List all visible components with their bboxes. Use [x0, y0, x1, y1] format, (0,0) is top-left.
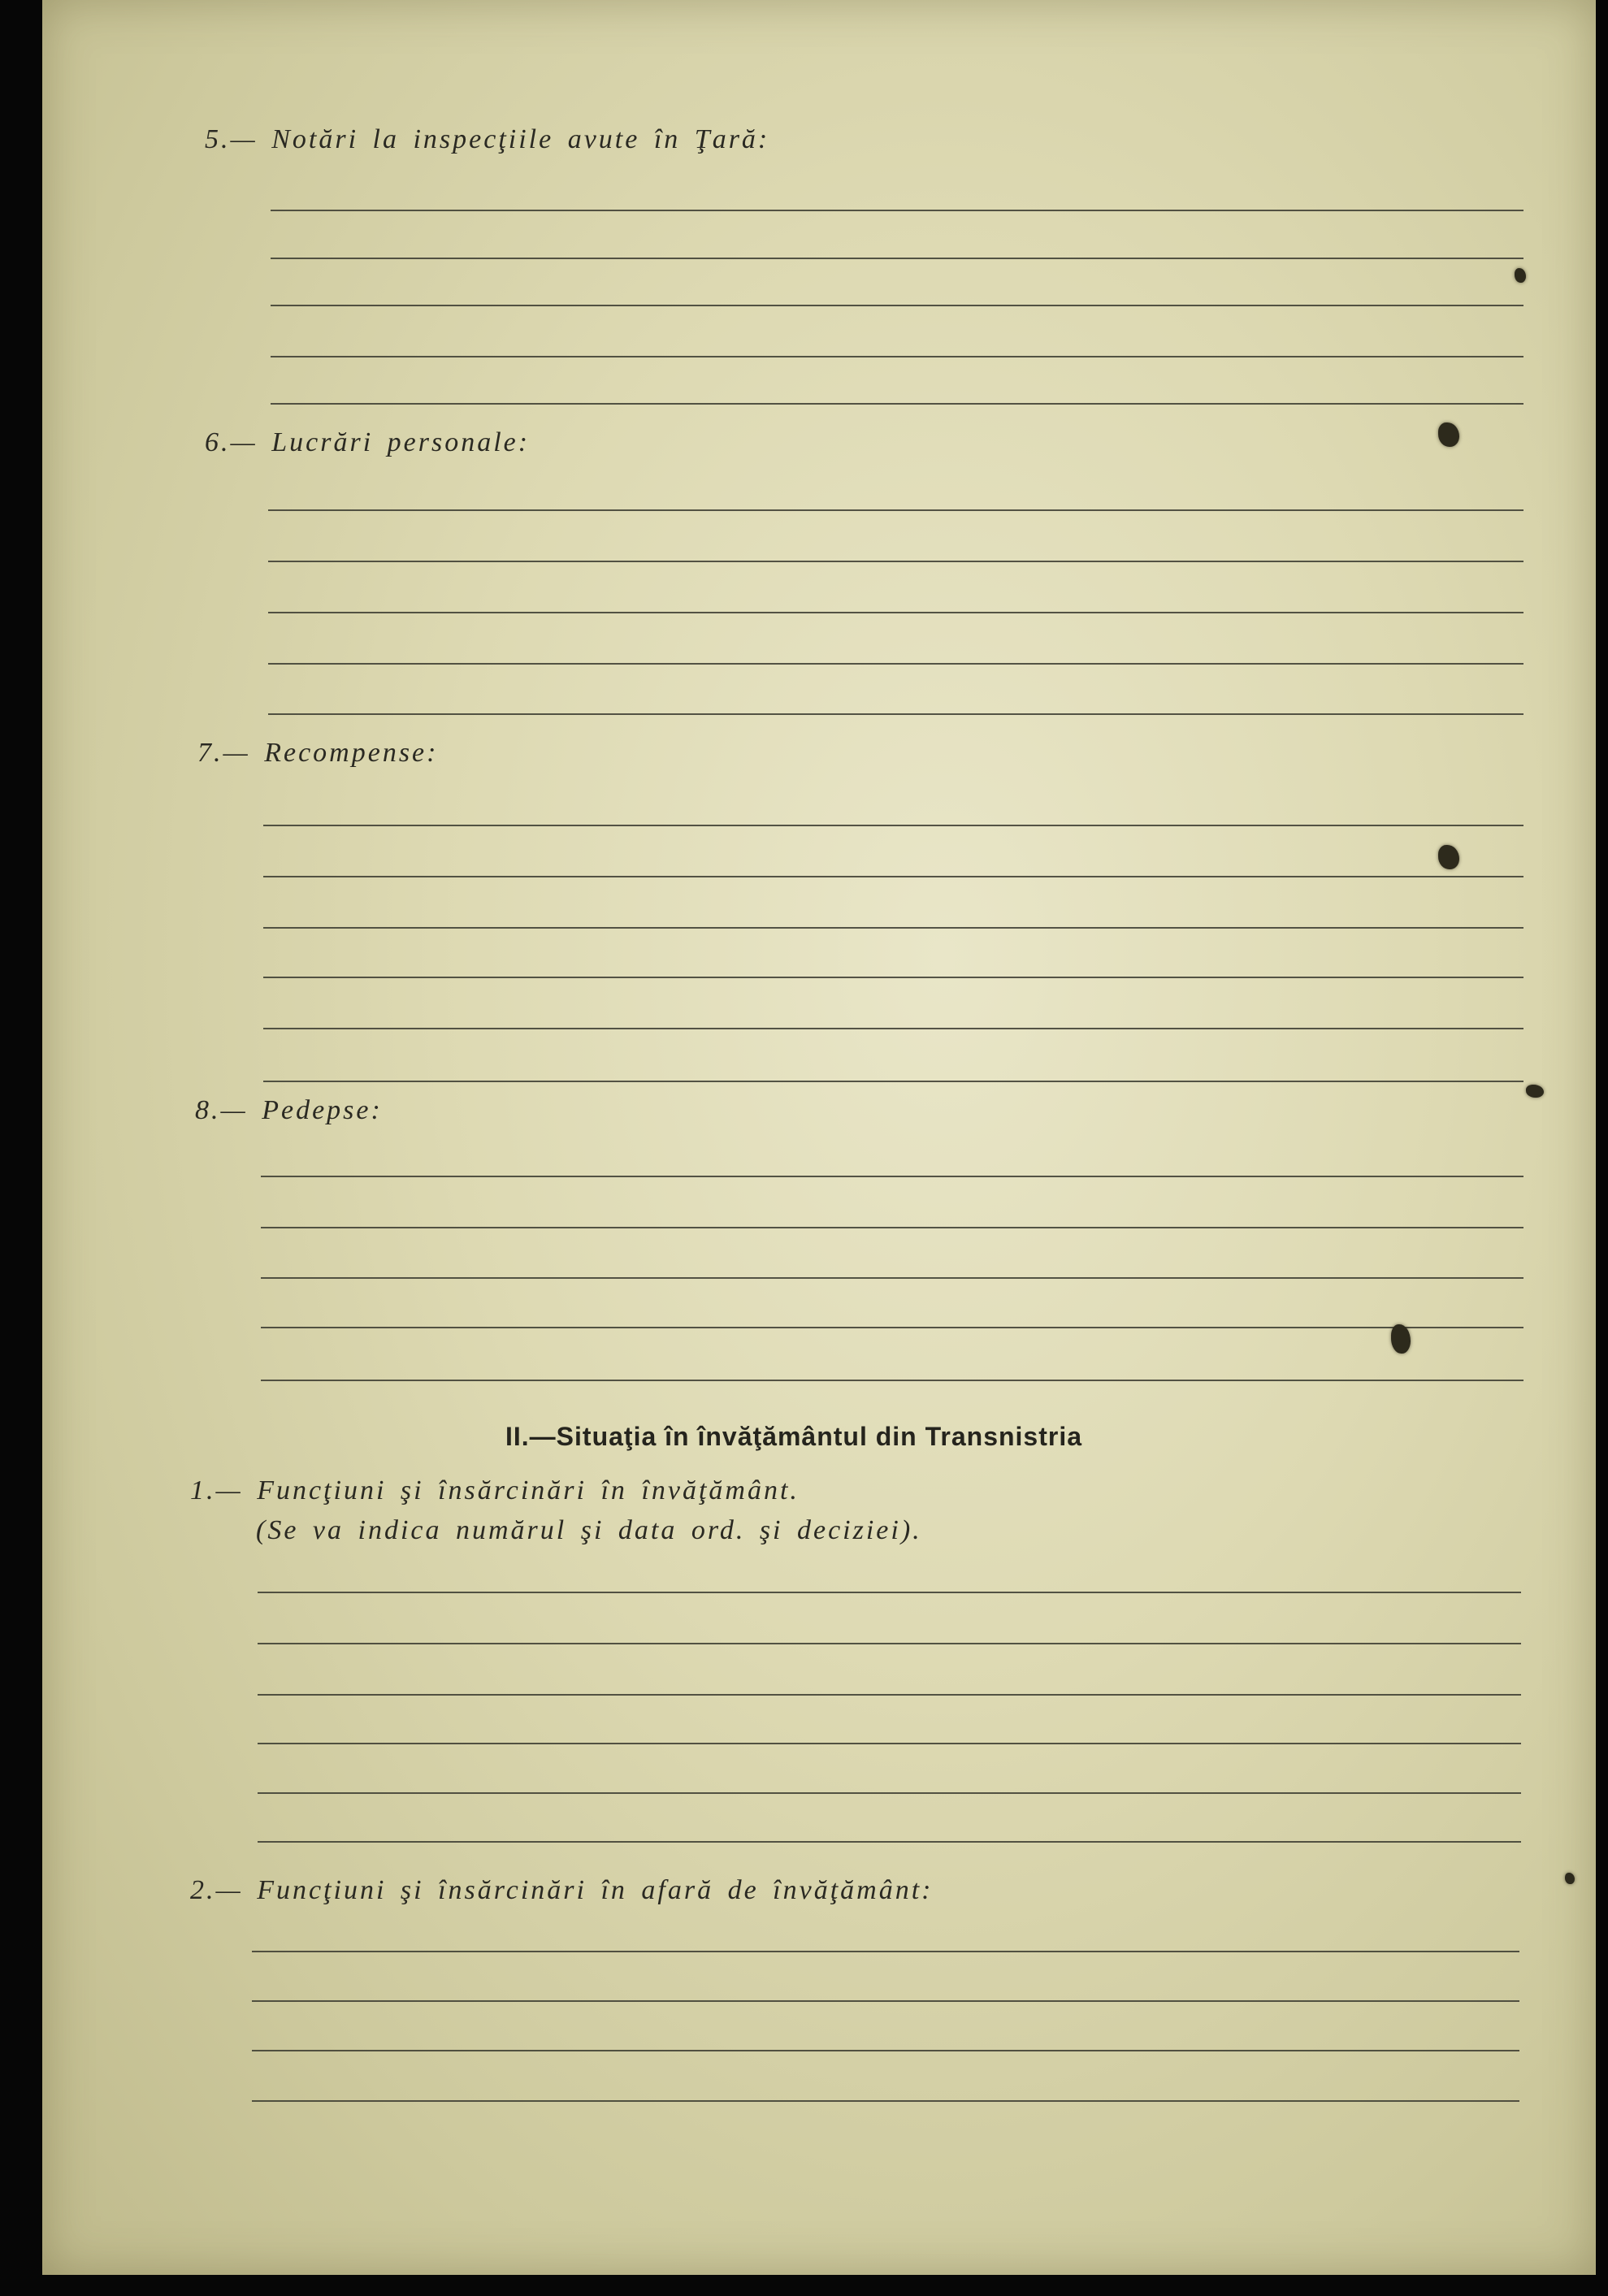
fill-line	[263, 825, 1523, 826]
fill-line	[261, 1327, 1523, 1328]
fill-line	[258, 1592, 1521, 1593]
fill-line	[263, 876, 1523, 877]
fill-line	[258, 1643, 1521, 1644]
fill-line	[258, 1792, 1521, 1794]
punch-hole	[1391, 1324, 1411, 1354]
punch-hole	[1515, 268, 1526, 283]
fill-line	[261, 1380, 1523, 1381]
fill-line	[271, 210, 1523, 211]
fill-line	[271, 305, 1523, 306]
fill-line	[261, 1227, 1523, 1228]
section-8-label: 8.— Pedepse:	[195, 1095, 383, 1125]
fill-line	[271, 258, 1523, 259]
punch-hole	[1438, 422, 1459, 447]
part-two-item-1-note: (Se va indica numărul şi data ord. şi deciziei).	[256, 1515, 922, 1545]
fill-line	[263, 927, 1523, 929]
fill-line	[252, 2000, 1519, 2002]
section-7-label: 7.— Recompense:	[197, 738, 439, 768]
section-6-label: 6.— Lucrări personale:	[205, 427, 531, 457]
fill-line	[252, 1951, 1519, 1952]
fill-line	[268, 612, 1523, 613]
punch-hole	[1526, 1085, 1544, 1098]
fill-line	[263, 1081, 1523, 1082]
fill-line	[268, 509, 1523, 511]
fill-line	[263, 1028, 1523, 1029]
fill-line	[258, 1841, 1521, 1843]
section-5-label: 5.— Notări la inspecţiile avute în Ţară:	[205, 124, 770, 154]
fill-line	[261, 1277, 1523, 1279]
fill-line	[263, 977, 1523, 978]
fill-line	[258, 1694, 1521, 1696]
fill-line	[268, 561, 1523, 562]
part-two-heading: II.—Situaţia în învăţământul din Transnistria	[505, 1422, 1083, 1451]
fill-line	[261, 1176, 1523, 1177]
fill-line	[271, 403, 1523, 405]
fill-line	[252, 2050, 1519, 2051]
punch-hole	[1565, 1873, 1575, 1884]
punch-hole	[1438, 845, 1459, 869]
part-two-item-2-label: 2.— Funcţiuni şi însărcinări în afară de învăţământ:	[190, 1875, 934, 1905]
fill-line	[271, 356, 1523, 357]
document-page	[42, 0, 1596, 2275]
part-two-item-1-label: 1.— Funcţiuni şi însărcinări în învăţământ.	[190, 1475, 800, 1505]
fill-line	[268, 663, 1523, 665]
fill-line	[268, 713, 1523, 715]
fill-line	[258, 1743, 1521, 1744]
fill-line	[252, 2100, 1519, 2102]
